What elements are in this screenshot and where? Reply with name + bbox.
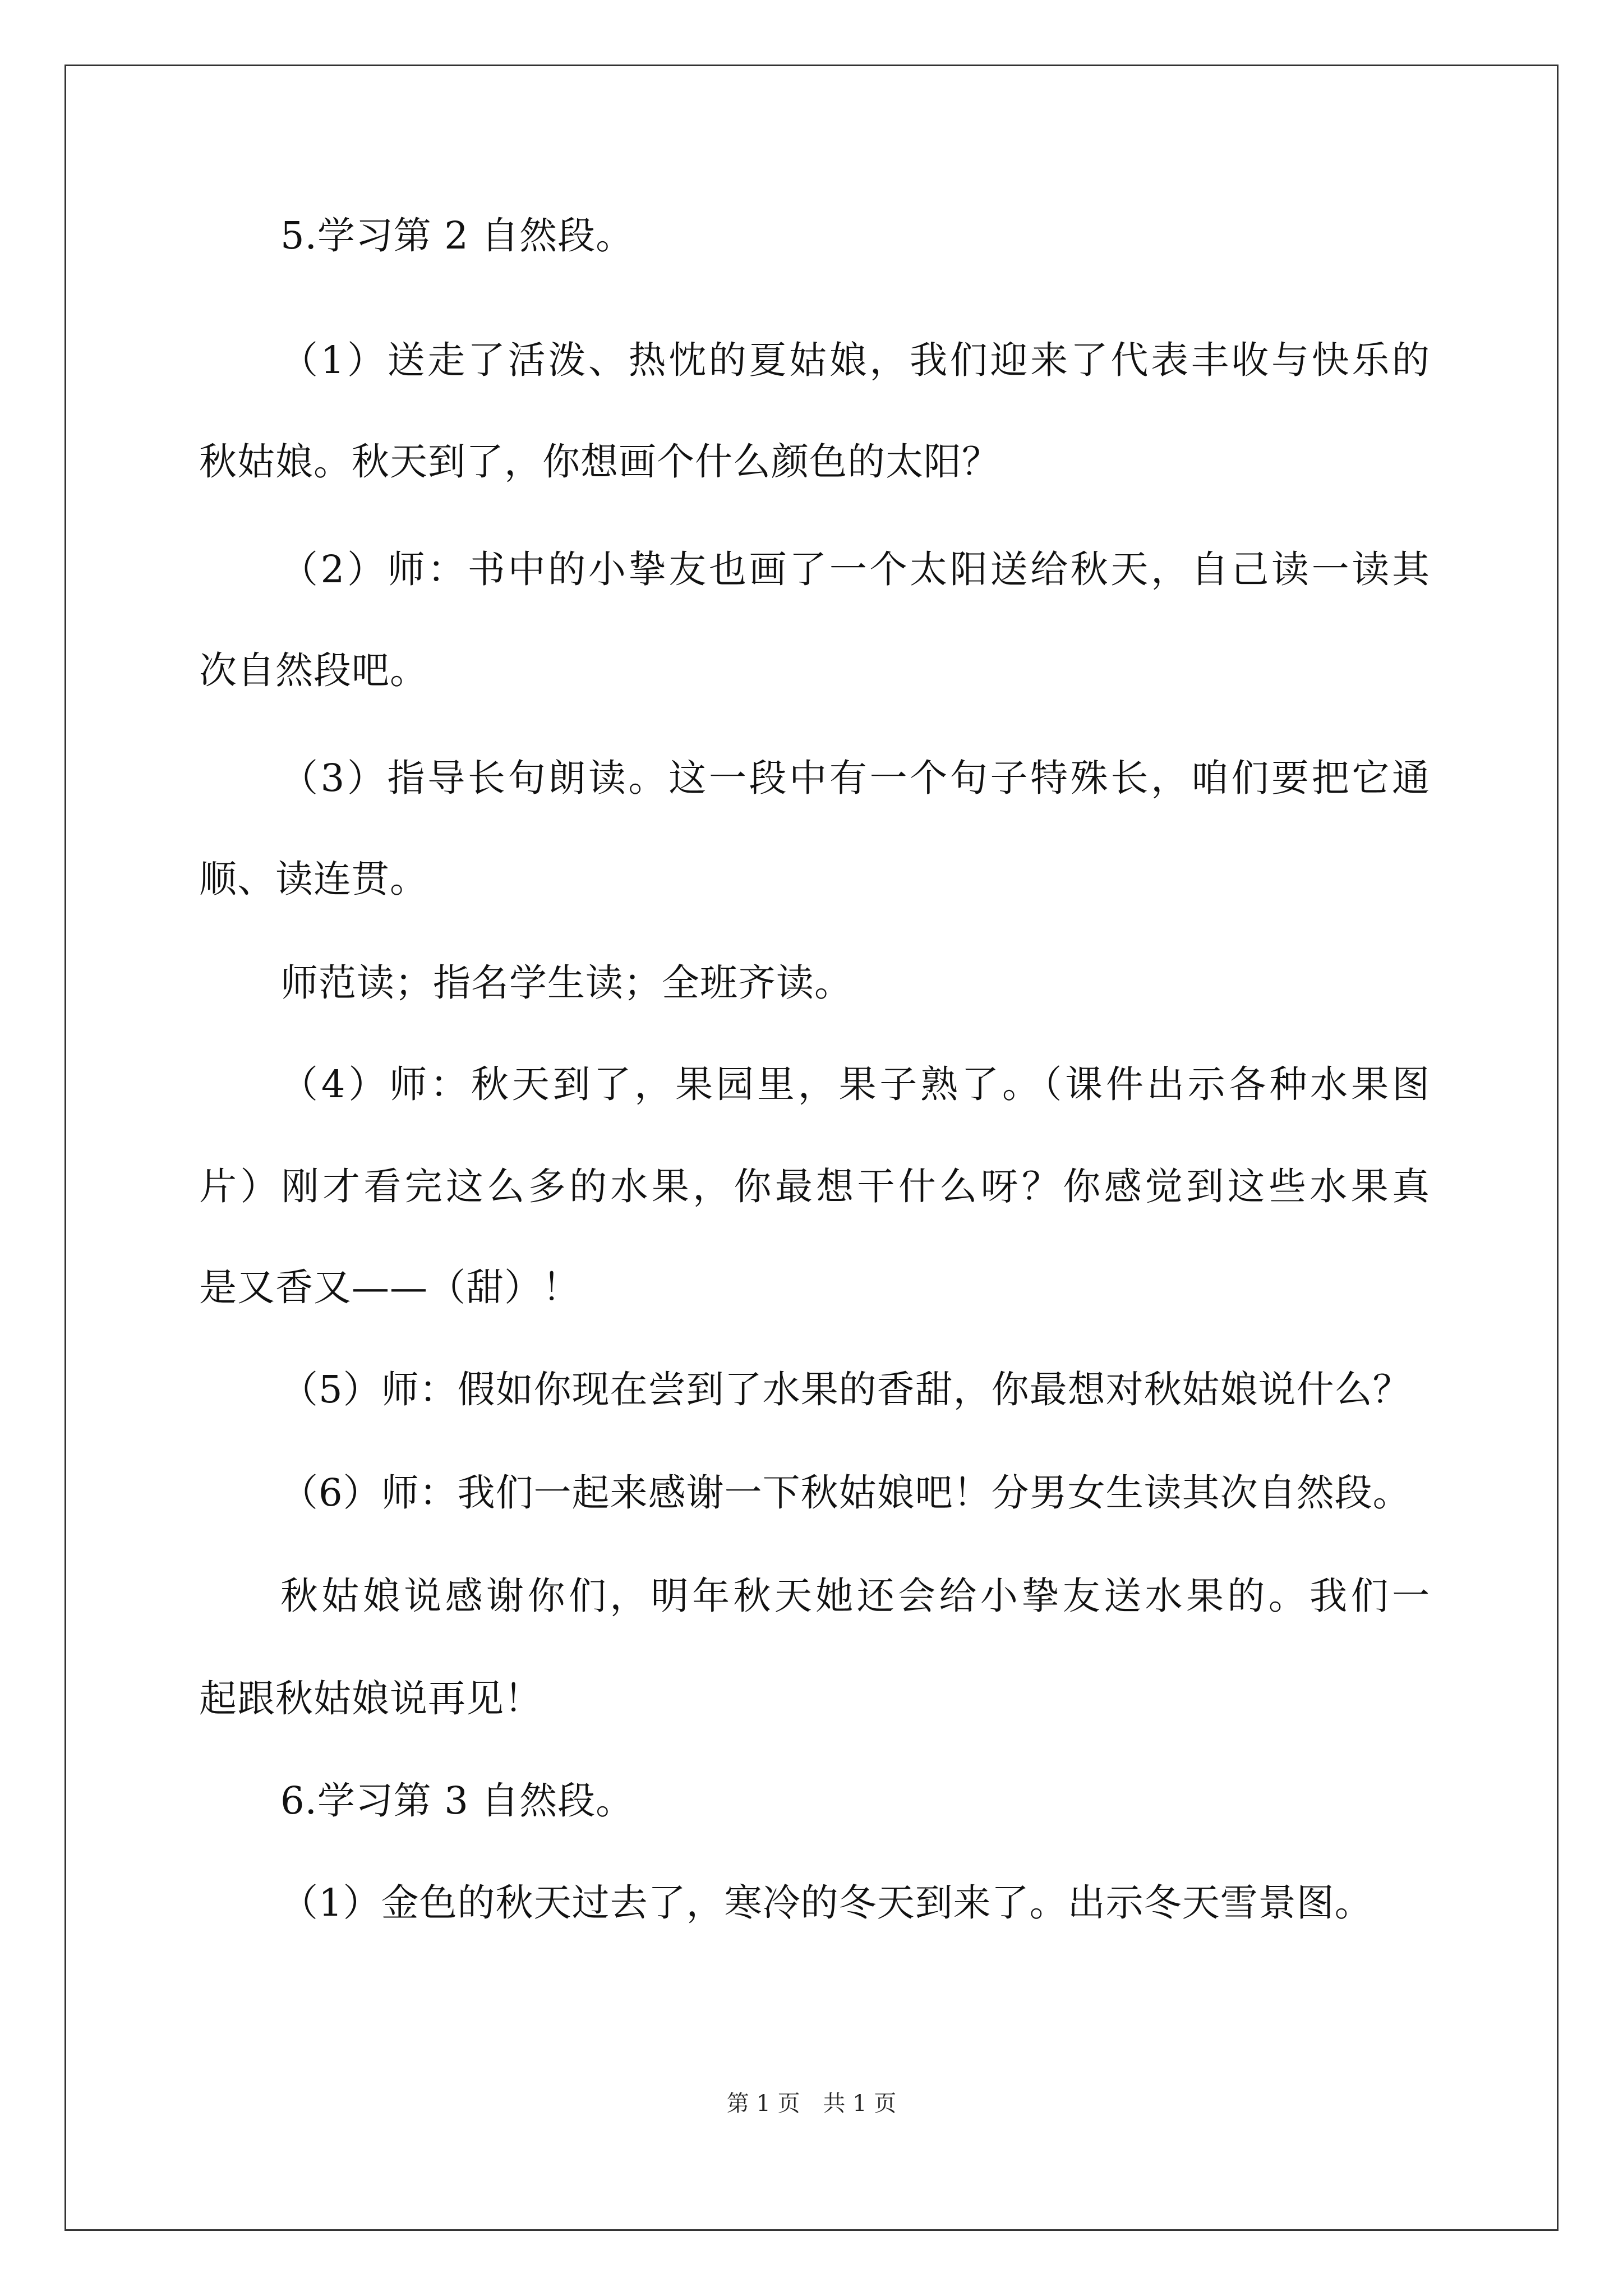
paragraph-line: （5）师：假如你现在尝到了水果的香甜，你最想对秋姑娘说什么？ — [280, 1368, 1411, 1411]
page-footer — [0, 2087, 1623, 2120]
section-heading-5: 5.学习第 2 自然段。 — [280, 214, 634, 257]
paragraph-line: 秋姑娘说感谢你们，明年秋天她还会给小挚友送水果的。我们一 — [280, 1574, 1430, 1618]
paragraph-line: 次自然段吧。 — [199, 648, 428, 692]
paragraph-line: （1）金色的秋天过去了，寒冷的冬天到来了。出示冬天雪景图。 — [280, 1881, 1373, 1925]
paragraph-line: 是又香又——（甜）！ — [199, 1266, 580, 1309]
paragraph-line: （2）师：书中的小挚友也画了一个太阳送给秋天，自己读一读其 — [280, 547, 1430, 591]
paragraph-line: 顺、读连贯。 — [199, 857, 428, 901]
section-heading-6: 6.学习第 3 自然段。 — [280, 1779, 634, 1823]
paragraph-line: 片）刚才看完这么多的水果，你最想干什么呀？你感觉到这些水果真 — [199, 1165, 1430, 1208]
paragraph-line: （4）师：秋天到了，果园里，果子熟了。（课件出示各种水果图 — [280, 1062, 1430, 1106]
paragraph-line: 起跟秋姑娘说再见！ — [199, 1677, 542, 1720]
page-number-total: 共 1 页 — [823, 2091, 897, 2116]
paragraph-line: （6）师：我们一起来感谢一下秋姑娘吧！分男女生读其次自然段。 — [280, 1471, 1411, 1515]
paragraph-line: 师范读；指名学生读；全班齐读。 — [280, 961, 852, 1005]
paragraph-line: （3）指导长句朗读。这一段中有一个句子特殊长，咱们要把它通 — [280, 756, 1430, 800]
paragraph-line: （1）送走了活泼、热忱的夏姑娘，我们迎来了代表丰收与快乐的 — [280, 338, 1430, 382]
paragraph-line: 秋姑娘。秋天到了，你想画个什么颜色的太阳？ — [199, 440, 1000, 484]
page-number-current: 第 1 页 — [726, 2091, 800, 2116]
